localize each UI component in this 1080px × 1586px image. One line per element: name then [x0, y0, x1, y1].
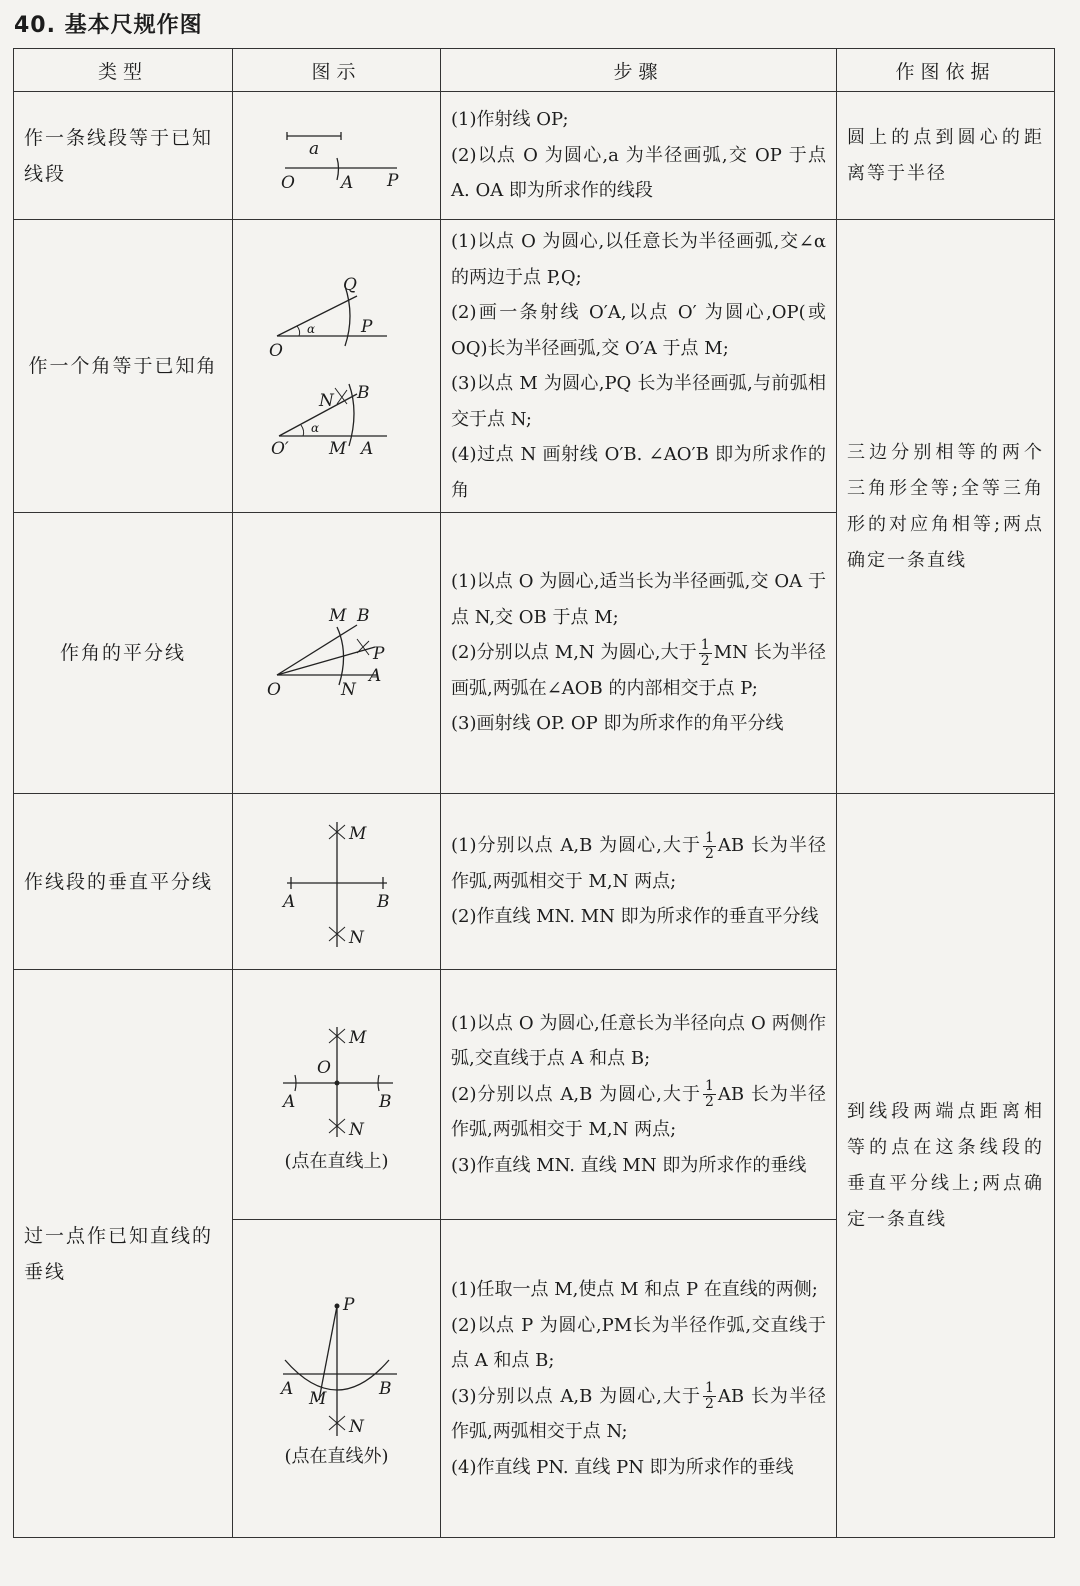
header-type: 类型	[14, 49, 233, 92]
page-title: 40. 基本尺规作图	[14, 13, 203, 38]
label: A	[282, 891, 295, 912]
step-text: (3)作直线 MN. 直线 MN 即为所求作的垂线	[451, 1154, 807, 1176]
step-text: (1)作射线 OP;	[451, 109, 569, 131]
perpendicular-bisector-figure	[257, 807, 417, 957]
figure-caption: (点在直线上)	[284, 1150, 389, 1172]
row-steps	[441, 92, 837, 220]
label: O	[266, 680, 281, 700]
row-figure	[233, 220, 441, 513]
header-row	[14, 49, 1055, 92]
step-text: (2)画一条射线 O′A,以点 O′ 为圆心,OP(或 OQ)长为半径画弧,交 O′A 于点 M;	[451, 302, 826, 359]
row-steps	[441, 220, 837, 513]
label: B	[356, 383, 369, 403]
table-row	[14, 92, 1055, 220]
row-figure	[233, 92, 441, 220]
table-row	[14, 794, 1055, 970]
row-steps	[441, 794, 837, 970]
header-figure: 图示	[233, 49, 441, 92]
label: P	[372, 644, 384, 664]
row-type: 过一点作已知直线的垂线	[14, 970, 233, 1538]
step-text: (2)以点 O 为圆心,a 为半径画弧,交 OP 于点 A. OA 即为所求作的线段	[451, 144, 826, 202]
label: B	[376, 891, 389, 912]
label: A	[360, 439, 373, 456]
label: M	[308, 1388, 326, 1409]
label: α	[306, 322, 315, 336]
step-text: (1)任取一点 M,使点 M 和点 P 在直线的两侧;	[451, 1279, 818, 1300]
row-type: 作一条线段等于已知线段	[14, 92, 233, 220]
row-basis: 圆上的点到圆心的距离等于半径	[837, 92, 1055, 220]
row-type: 作角的平分线	[14, 513, 233, 794]
label: a	[308, 138, 319, 159]
basis-perpendicular: 到线段两端点距离相等的点在这条线段的垂直平分线上;两点确定一条直线	[837, 794, 1055, 1538]
label: A	[340, 172, 353, 193]
row-type: 作线段的垂直平分线	[14, 794, 233, 970]
label: M	[348, 1027, 366, 1048]
perpendicular-off-line-figure	[257, 1290, 417, 1440]
construction-table	[13, 48, 1055, 1538]
step-text: (3)以点 M 为圆心,PQ 长为半径画弧,与前弧相交于点 N;	[451, 373, 826, 430]
fraction: $\frac{1}{2}$	[700, 636, 710, 669]
figure-caption: (点在直线外)	[284, 1445, 389, 1467]
basis-angles: 三边分别相等的两个三角形全等;全等三角形的对应角相等;两点确定一条直线	[837, 220, 1055, 794]
row-steps	[441, 970, 837, 1220]
label: α	[310, 421, 319, 435]
fraction: $\frac{1}{2}$	[705, 1380, 714, 1412]
label: P	[342, 1294, 354, 1315]
label: B	[378, 1378, 391, 1399]
header-steps: 步骤	[441, 49, 837, 92]
label: O	[280, 172, 295, 193]
header-basis: 作图依据	[837, 49, 1055, 92]
label: N	[340, 680, 356, 700]
label: B	[356, 606, 369, 626]
step-text: (1)分别以点 A,B 为圆心,大于 $\frac{1}{2}$ AB 长为半径作弧,两弧相交于 M,N 两点;	[451, 829, 826, 892]
row-figure	[233, 970, 441, 1220]
row-type: 作一个角等于已知角	[14, 220, 233, 513]
row-figure	[233, 1220, 441, 1538]
step-text: (2)以点 P 为圆心,PM长为半径作弧,交直线于点 A 和点 B;	[451, 1314, 826, 1371]
step-text: (2)分别以点 A,B 为圆心,大于 $\frac{1}{2}$ AB 长为半径作弧,两弧相交于 M,N 两点;	[451, 1078, 826, 1141]
step-text: (2)作直线 MN. MN 即为所求作的垂直平分线	[451, 906, 819, 928]
label: N	[348, 927, 364, 948]
label: M	[328, 439, 346, 456]
label: O	[268, 341, 283, 361]
angle-copy-figure	[257, 276, 417, 456]
label: N	[348, 1416, 364, 1437]
label: A	[368, 666, 381, 686]
row-steps	[441, 1220, 837, 1538]
step-text: (3)分别以点 A,B 为圆心,大于 $\frac{1}{2}$ AB 长为半径作弧,两弧相交于点 N;	[451, 1380, 826, 1442]
label: N	[318, 391, 334, 411]
row-figure	[233, 794, 441, 970]
label: A	[282, 1091, 295, 1112]
segment-figure	[257, 116, 417, 196]
step-text: (1)以点 O 为圆心,适当长为半径画弧,交 OA 于点 N,交 OB 于点 M;	[451, 571, 826, 628]
step-text: (4)作直线 PN. 直线 PN 即为所求作的垂线	[451, 1456, 794, 1478]
label: B	[378, 1091, 391, 1112]
table-row	[14, 220, 1055, 513]
label: A	[280, 1378, 293, 1399]
step-text: (4)过点 N 画射线 O′B. ∠AO′B 即为所求作的角	[451, 444, 826, 501]
step-text: (1)以点 O 为圆心,任意长为半径向点 O 两侧作弧,交直线于点 A 和点 B;	[451, 1012, 826, 1070]
step-text: (2)分别以点 M,N 为圆心,大于 $\frac{1}{2}$ MN 长为半径画弧,两弧在∠AOB 的内部相交于点 P;	[451, 636, 826, 699]
label: N	[348, 1119, 364, 1140]
label: P	[386, 170, 398, 191]
label: M	[328, 606, 346, 626]
label: O′	[270, 439, 289, 456]
angle-bisector-figure	[257, 603, 417, 703]
label: Q	[342, 276, 357, 295]
label: P	[360, 317, 372, 337]
step-text: (1)以点 O 为圆心,以任意长为半径画弧,交∠α 的两边于点 P,Q;	[451, 231, 826, 288]
fraction: $\frac{1}{2}$	[705, 1078, 714, 1111]
row-figure	[233, 513, 441, 794]
row-steps	[441, 513, 837, 794]
label: M	[348, 823, 366, 844]
label: O	[316, 1057, 331, 1078]
step-text: (3)画射线 OP. OP 即为所求作的角平分线	[451, 713, 784, 735]
perpendicular-on-line-figure	[257, 1017, 417, 1145]
fraction: $\frac{1}{2}$	[705, 829, 714, 862]
